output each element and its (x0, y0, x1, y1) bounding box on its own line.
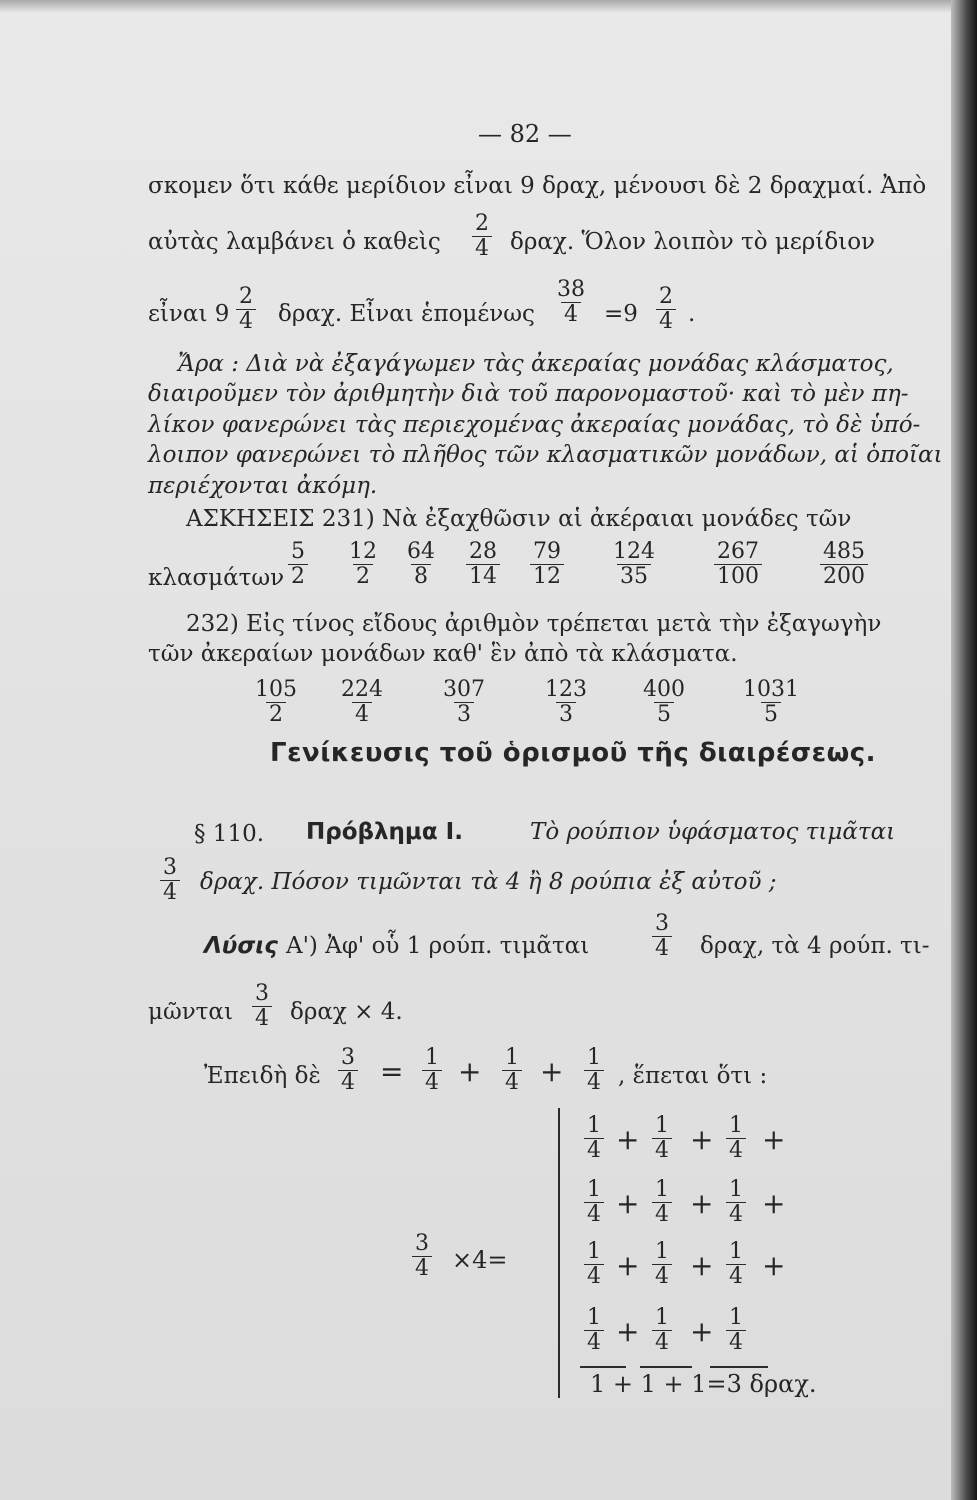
fraction-3-4-sum: $\frac{3}{4}$ (412, 1232, 432, 1281)
plus-sign: + (458, 1055, 482, 1088)
solution-label: Λύσις (204, 933, 278, 959)
fraction-3-4-since: $\frac{3}{4}$ (338, 1046, 358, 1095)
sum-result: 1 + 1 + 1=3 δραχ. (590, 1370, 817, 1398)
sum-fraction: $\frac{1}{4}$ (726, 1240, 746, 1289)
sum-plus-sign: + (762, 1187, 786, 1220)
text-line-2a: αὐτὰς λαμβάνει ὁ καθεὶς (148, 229, 441, 255)
rule-line-3: λίκον φανερώνει τὰς περιεχομένας ἀκεραίας μονάδας, τὸ δὲ ὑπό- (148, 412, 921, 438)
problem-heading: Πρόβλημα I. (306, 819, 463, 845)
times-four: ×4= (452, 1246, 508, 1274)
exercise-231-label: κλασμάτων (148, 565, 285, 591)
exercise-232-fraction: $\frac{224}{4}$ (341, 677, 383, 727)
sum-plus-sign: + (690, 1315, 714, 1348)
sum-plus-sign: + (690, 1249, 714, 1282)
sum-plus-sign: + (690, 1123, 714, 1156)
sum-fraction: $\frac{1}{4}$ (584, 1306, 604, 1355)
sum-fraction: $\frac{1}{4}$ (726, 1114, 746, 1163)
fraction-2-4-b: $\frac{2}{4}$ (236, 285, 256, 334)
text-line-3b: δραχ. Εἶναι ἑπομένως (278, 301, 535, 327)
exercise-231-fraction: $\frac{28}{14}$ (466, 540, 500, 589)
fraction-3-4-solution-a: $\frac{3}{4}$ (652, 912, 672, 961)
exercise-232-fraction: $\frac{105}{2}$ (255, 677, 297, 727)
exercise-232-fraction: $\frac{123}{3}$ (545, 677, 587, 727)
exercise-231-fraction: $\frac{485}{200}$ (820, 540, 868, 589)
sum-fraction: $\frac{1}{4}$ (726, 1178, 746, 1227)
since-text: Ἐπειδὴ δὲ (204, 1063, 321, 1089)
exercise-232-fraction: $\frac{400}{5}$ (643, 677, 685, 727)
problem-text-2: δραχ. Πόσον τιμῶνται τὰ 4 ἢ 8 ρούπια ἐξ αὐτοῦ ; (200, 869, 777, 895)
fraction-1-4-since-1: $\frac{1}{4}$ (422, 1046, 442, 1095)
exercise-231-fraction: $\frac{64}{8}$ (407, 539, 435, 589)
column-rule-3 (710, 1366, 768, 1368)
text-line-3a: εἶναι 9 (148, 301, 230, 327)
column-rule-1 (580, 1366, 626, 1368)
since-text-end: , ἕπεται ὅτι : (618, 1063, 768, 1089)
plus-sign: + (540, 1055, 564, 1088)
exercise-231-fraction: $\frac{267}{100}$ (714, 540, 762, 589)
sum-fraction: $\frac{1}{4}$ (652, 1178, 672, 1227)
equals-sign: = (380, 1055, 404, 1088)
sum-fraction: $\frac{1}{4}$ (584, 1240, 604, 1289)
page-number: — 82 — (478, 120, 572, 148)
sum-plus-sign: + (616, 1249, 640, 1282)
section-title: Γενίκευσις τοῦ ὁρισμοῦ τῆς διαιρέσεως. (270, 738, 876, 768)
fraction-3-4-solution-b: $\frac{3}{4}$ (252, 982, 272, 1031)
exercise-231-fraction: $\frac{124}{35}$ (613, 539, 655, 589)
solution-text-2: δραχ, τὰ 4 ρούπ. τι- (700, 933, 930, 959)
text-line-3c: =9 (604, 301, 638, 327)
sum-fraction: $\frac{1}{4}$ (584, 1178, 604, 1227)
sum-plus-sign: + (616, 1123, 640, 1156)
fraction-2-4-c: $\frac{2}{4}$ (656, 285, 676, 334)
sum-fraction: $\frac{1}{4}$ (584, 1114, 604, 1163)
scan-edge-right (951, 0, 977, 1500)
fraction-2-4-a: $\frac{2}{4}$ (472, 212, 492, 261)
sum-plus-sign: + (616, 1187, 640, 1220)
solution-text-4: δραχ × 4. (290, 999, 403, 1025)
sum-fraction: $\frac{1}{4}$ (652, 1306, 672, 1355)
solution-text-1: Α') Ἀφ' οὗ 1 ρούπ. τιμᾶται (286, 933, 590, 959)
brace-line (558, 1108, 560, 1398)
rule-line-4: λοιπον φανερώνει τὸ πλῆθος τῶν κλασματικῶν μονάδων, αἱ ὁποῖαι (148, 442, 943, 468)
text-line-1: σκομεν ὅτι κάθε μερίδιον εἶναι 9 δραχ, μένουσι δὲ 2 δραχμαί. Ἀπὸ (148, 173, 927, 199)
exercise-231-fraction: $\frac{5}{2}$ (288, 540, 308, 589)
exercise-231-fraction: $\frac{12}{2}$ (349, 539, 377, 589)
sum-fraction: $\frac{1}{4}$ (652, 1240, 672, 1289)
sum-plus-sign: + (616, 1315, 640, 1348)
rule-line-1: Ἄρα : Διὰ νὰ ἐξαγάγωμεν τὰς ἀκεραίας μονάδας κλάσματος, (178, 351, 894, 377)
exercise-231-fraction: $\frac{79}{12}$ (530, 540, 564, 589)
exercise-231-heading: ΑΣΚΗΣΕΙΣ 231) Νὰ ἐξαχθῶσιν αἱ ἀκέραιαι μονάδες τῶν (186, 506, 852, 532)
sum-plus-sign: + (762, 1123, 786, 1156)
exercise-232-line-2: τῶν ἀκεραίων μονάδων καθ' ἓν ἀπὸ τὰ κλάσματα. (148, 641, 738, 667)
problem-text-1: Τὸ ρούπιον ὑφάσματος τιμᾶται (530, 819, 896, 845)
rule-line-5: περιέχονται ἀκόμη. (148, 473, 378, 499)
scan-edge-top (0, 0, 977, 12)
column-rule-2 (640, 1366, 692, 1368)
exercise-232-line-1: 232) Εἰς τίνος εἴδους ἀριθμὸν τρέπεται μετὰ τὴν ἐξαγωγὴν (186, 611, 882, 637)
text-line-2b: δραχ. Ὅλον λοιπὸν τὸ μερίδιον (510, 229, 876, 255)
fraction-3-4-problem: $\frac{3}{4}$ (160, 856, 180, 905)
sum-fraction: $\frac{1}{4}$ (652, 1114, 672, 1163)
sum-plus-sign: + (690, 1187, 714, 1220)
text-line-3d: . (688, 301, 696, 327)
sum-plus-sign: + (762, 1249, 786, 1282)
exercise-232-fraction: $\frac{1031}{5}$ (743, 677, 799, 727)
section-110-number: § 110. (194, 821, 265, 847)
exercise-232-fraction: $\frac{307}{3}$ (443, 677, 485, 727)
sum-fraction: $\frac{1}{4}$ (726, 1306, 746, 1355)
solution-text-3: μῶνται (148, 999, 233, 1025)
fraction-1-4-since-3: $\frac{1}{4}$ (584, 1046, 604, 1095)
fraction-38-4: $\frac{38}{4}$ (557, 277, 585, 327)
rule-line-2: διαιροῦμεν τὸν ἀριθμητὴν διὰ τοῦ παρονομαστοῦ· καὶ τὸ μὲν πη- (148, 381, 909, 407)
fraction-1-4-since-2: $\frac{1}{4}$ (502, 1046, 522, 1095)
